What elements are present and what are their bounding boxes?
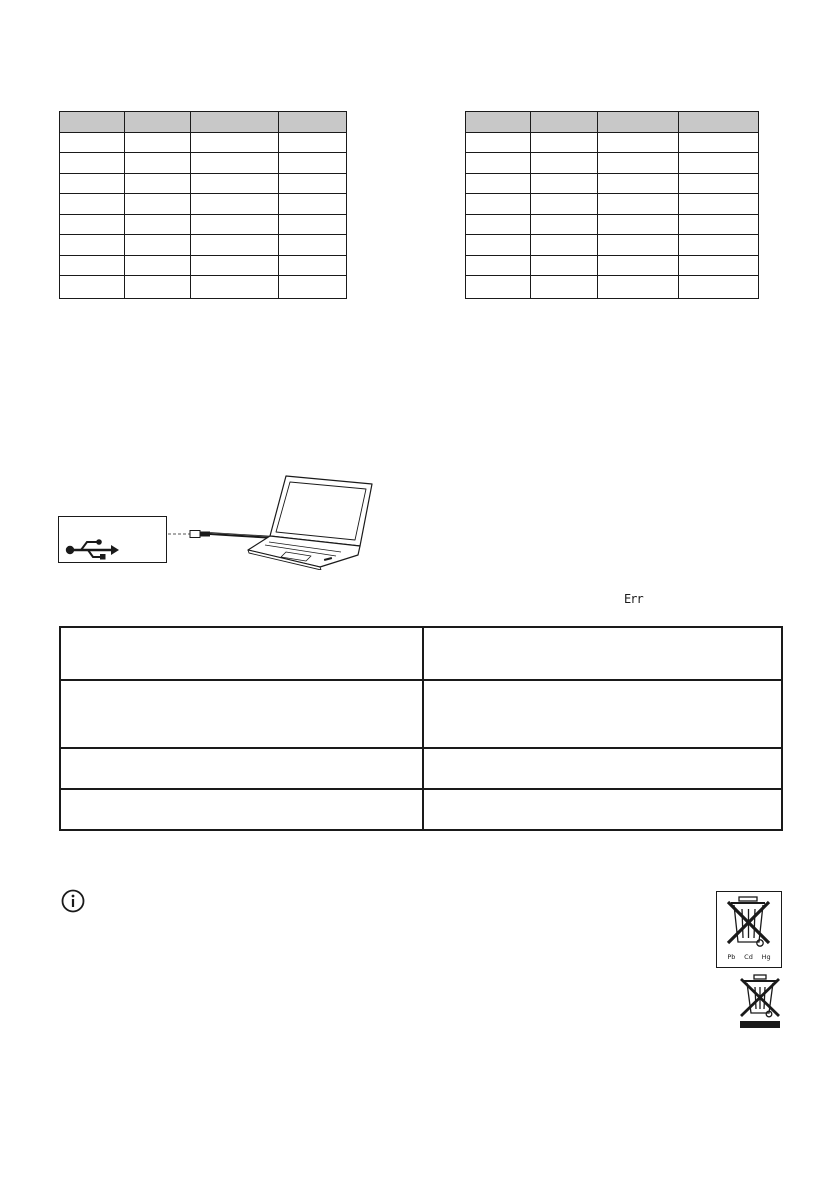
table-row	[466, 194, 759, 215]
battery-disposal-symbol	[716, 891, 782, 968]
table-row	[466, 255, 759, 276]
table-row	[60, 789, 782, 830]
table-header-row	[466, 112, 759, 133]
usb-icon	[63, 534, 123, 564]
usb-port-box	[58, 516, 167, 563]
laptop-icon	[248, 476, 372, 570]
table-row	[466, 235, 759, 256]
table-row	[60, 235, 347, 256]
crossed-bin-battery-icon	[717, 894, 781, 952]
table-row	[60, 214, 347, 235]
table-row	[60, 276, 347, 299]
battery-label: Pb	[727, 953, 736, 961]
table-row	[60, 255, 347, 276]
table-left	[59, 111, 347, 299]
error-code-display: Err	[624, 592, 643, 606]
table-row	[60, 132, 347, 153]
table-row	[466, 173, 759, 194]
table-row	[60, 173, 347, 194]
info-icon	[61, 889, 85, 913]
table-row	[466, 214, 759, 235]
table-header-row	[60, 112, 347, 133]
table-row	[60, 748, 782, 789]
table-right	[465, 111, 759, 299]
table-row	[466, 276, 759, 299]
table-row	[60, 194, 347, 215]
laptop-usb-illustration	[166, 470, 386, 570]
table-row	[466, 153, 759, 174]
battery-label: Cd	[744, 953, 753, 961]
table-row	[60, 680, 782, 748]
table-row	[60, 153, 347, 174]
specification-table	[59, 626, 783, 831]
battery-label: Hg	[761, 953, 771, 961]
usb-connector-icon	[190, 531, 210, 538]
weee-bar	[740, 1021, 780, 1028]
table-row	[466, 132, 759, 153]
table-row	[60, 627, 782, 680]
crossed-wheelie-bin-icon	[736, 973, 784, 1031]
